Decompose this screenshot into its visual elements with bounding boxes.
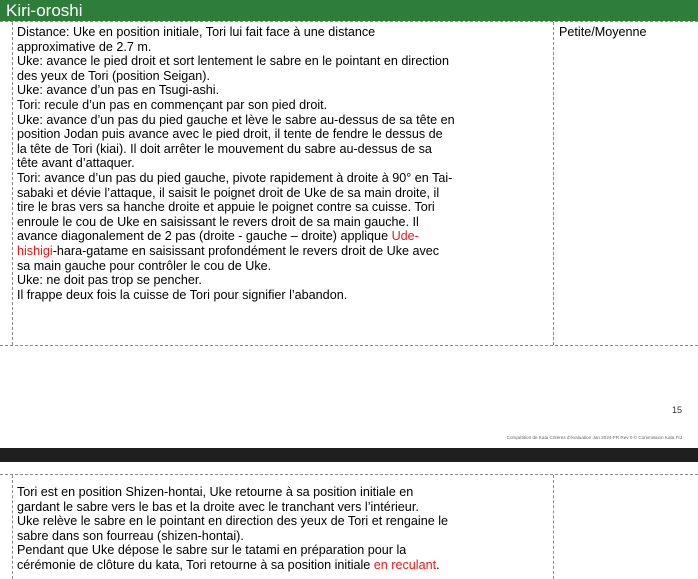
size-category: Petite/Moyenne xyxy=(559,25,647,39)
closing-text-end: . xyxy=(436,557,440,572)
closing-description xyxy=(12,475,554,579)
description-text-continued: -hara-gatame en saisissant profondément le revers droit de Uke avec sa main gauche pour contrôler le cou de Uke. Uke: ne doit pas trop se pencher. Il frappe deux fois la cuisse de Tori pour signifier l’abandon. xyxy=(17,243,440,302)
description-text: Distance: Uke en position initiale, Tori lui fait face à une distance approximative de 2.7 m. Uke: avance le pied droit et sort lentement le sabre en le pointant en direction des yeux de Tori (position Seigan). Uke: avance d’un pas en Tsugi-ashi. Tori: recule d’un pas en commençant par son pied droit. Uke: avance d’un pas du pied gauche et lève le sabre au-dessus de sa tête en position Jodan puis avance avec le pied droit, il tente de fendre le dessus de la tête de Tori (kiai). Il doit arrêter le mouvement du sabre au-dessus de sa tête avant d’attaquer. Tori: avance d’un pas du pied gauche, pivote rapidement à droite à 90° en Tai- sabaki et dévie l’attaque, il saisit le poignet droit de Uke de sa main droite, il tire le bras vers sa hanche droite et appuie le poignet contre sa cuisse. Tori enroule le cou de Uke en saisissant le revers droit de sa main gauche. Il avance diagonalement de 2 pas (droite - gauche – droite) applique xyxy=(17,25,455,244)
side-cell-empty xyxy=(554,475,698,579)
closing-text: Tori est en position Shizen-hontai, Uke retourne à sa position initiale en gardant le sabre vers le bas et la droite avec le tranchant vers l’intérieur. Uke relève le sabre en le pointant en direction des yeux de Tori et rengaine le sabre dans son fourreau (shizen-hontai). Pendant que Uke dépose le sabre sur le tatami en préparation pour la cérémonie de clôture du kata, Tori retourne à sa position initiale xyxy=(17,485,449,572)
table-row xyxy=(0,21,698,346)
page-separator xyxy=(0,448,698,462)
highlighted-term: Ude- hishigi xyxy=(17,229,419,258)
footer-note: Compétition de Kata Critères d'évaluation Jan 2024-FR Rev 0 © Commission Kata FIJ xyxy=(506,435,682,440)
section-title: Kiri-oroshi xyxy=(0,0,698,21)
highlighted-phrase: en reculant xyxy=(373,557,437,572)
technique-description xyxy=(12,22,554,345)
table-row xyxy=(0,474,698,579)
page-number: 15 xyxy=(671,405,682,415)
